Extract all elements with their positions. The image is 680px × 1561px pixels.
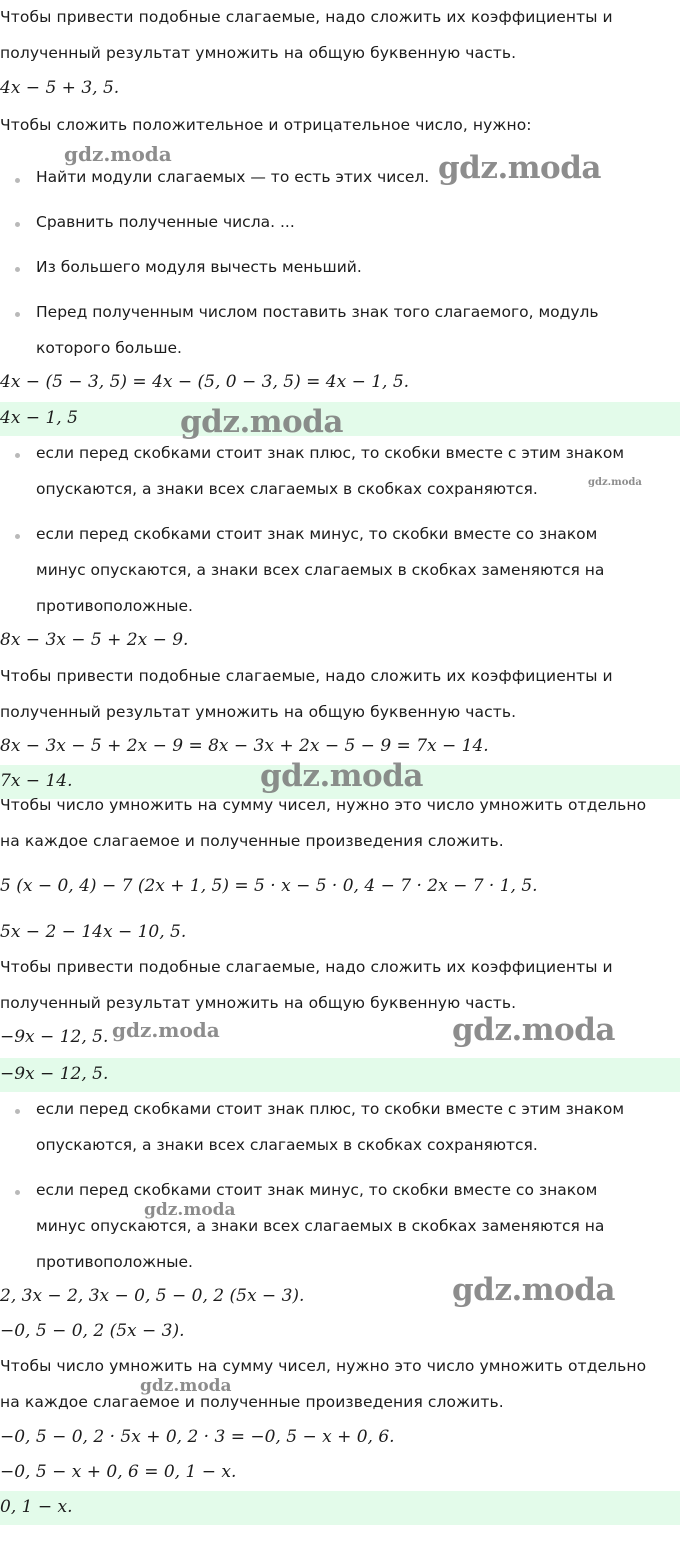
list-item: Из большего модуля вычесть меньший. bbox=[36, 258, 362, 276]
watermark-logo: gdz.moda bbox=[452, 1272, 615, 1308]
list-item: Сравнить полученные числа. ... bbox=[36, 213, 295, 231]
rule-text: если перед скобками стоит знак минус, то скобки вместе со знаком bbox=[36, 1181, 598, 1199]
watermark-logo: gdz.moda bbox=[64, 142, 172, 166]
watermark-logo: gdz.moda bbox=[140, 1376, 232, 1396]
math-expression: −0, 5 − x + 0, 6 = 0, 1 − x. bbox=[0, 1462, 237, 1482]
explanation-text: Чтобы сложить положительное и отрицательное число, нужно: bbox=[0, 116, 532, 134]
watermark-logo: gdz.moda bbox=[144, 1200, 236, 1220]
rule-text: минус опускаются, а знаки всех слагаемых в скобках заменяются на bbox=[36, 1217, 605, 1235]
explanation-text: полученный результат умножить на общую буквенную часть. bbox=[0, 44, 517, 62]
math-expression: 2, 3x − 2, 3x − 0, 5 − 0, 2 (5x − 3). bbox=[0, 1286, 305, 1306]
rule-text: минус опускаются, а знаки всех слагаемых в скобках заменяются на bbox=[36, 561, 605, 579]
rule-text: противоположные. bbox=[36, 597, 193, 615]
bullet-dot bbox=[15, 534, 20, 539]
explanation-text: на каждое слагаемое и полученные произведения сложить. bbox=[0, 1393, 504, 1411]
watermark-logo: gdz.moda bbox=[260, 758, 423, 794]
rule-text: опускаются, а знаки всех слагаемых в скобках сохраняются. bbox=[36, 480, 538, 498]
bullet-dot bbox=[15, 1109, 20, 1114]
watermark-logo: gdz.moda bbox=[180, 404, 343, 440]
answer-expression: 7x − 14. bbox=[0, 771, 73, 791]
rule-text: опускаются, а знаки всех слагаемых в скобках сохраняются. bbox=[36, 1136, 538, 1154]
explanation-text: на каждое слагаемое и полученные произведения сложить. bbox=[0, 832, 504, 850]
explanation-text: Чтобы привести подобные слагаемые, надо сложить их коэффициенты и bbox=[0, 667, 613, 685]
math-expression: 4x − 5 + 3, 5. bbox=[0, 78, 120, 98]
answer-expression: 4x − 1, 5 bbox=[0, 408, 78, 428]
math-expression: −0, 5 − 0, 2 · 5x + 0, 2 · 3 = −0, 5 − x + 0, 6. bbox=[0, 1427, 395, 1447]
math-expression: 5 (x − 0, 4) − 7 (2x + 1, 5) = 5 · x − 5 · 0, 4 − 7 · 2x − 7 · 1, 5. bbox=[0, 876, 538, 896]
explanation-text: Чтобы привести подобные слагаемые, надо сложить их коэффициенты и bbox=[0, 958, 613, 976]
list-item: Найти модули слагаемых — то есть этих чисел. bbox=[36, 168, 430, 186]
math-expression: 5x − 2 − 14x − 10, 5. bbox=[0, 922, 187, 942]
explanation-text: Чтобы привести подобные слагаемые, надо сложить их коэффициенты и bbox=[0, 8, 613, 26]
rule-text: если перед скобками стоит знак минус, то скобки вместе со знаком bbox=[36, 525, 598, 543]
math-expression: 8x − 3x − 5 + 2x − 9. bbox=[0, 630, 189, 650]
explanation-text: полученный результат умножить на общую буквенную часть. bbox=[0, 703, 517, 721]
rule-text: если перед скобками стоит знак плюс, то скобки вместе с этим знаком bbox=[36, 1100, 625, 1118]
math-expression: −0, 5 − 0, 2 (5x − 3). bbox=[0, 1321, 185, 1341]
explanation-text: Чтобы число умножить на сумму чисел, нужно это число умножить отдельно bbox=[0, 1357, 647, 1375]
math-expression: 4x − (5 − 3, 5) = 4x − (5, 0 − 3, 5) = 4x − 1, 5. bbox=[0, 372, 410, 392]
bullet-dot bbox=[15, 312, 20, 317]
answer-expression: 0, 1 − x. bbox=[0, 1497, 73, 1517]
explanation-text: полученный результат умножить на общую буквенную часть. bbox=[0, 994, 517, 1012]
bullet-dot bbox=[15, 1190, 20, 1195]
bullet-dot bbox=[15, 453, 20, 458]
explanation-text: Чтобы число умножить на сумму чисел, нужно это число умножить отдельно bbox=[0, 796, 647, 814]
bullet-dot bbox=[15, 178, 20, 183]
watermark-logo: gdz.moda bbox=[588, 477, 642, 488]
watermark-logo: gdz.moda bbox=[452, 1012, 615, 1048]
answer-expression: −9x − 12, 5. bbox=[0, 1064, 109, 1084]
answer-highlight-4 bbox=[0, 1491, 680, 1525]
bullet-dot bbox=[15, 267, 20, 272]
list-item: Перед полученным числом поставить знак того слагаемого, модуль bbox=[36, 303, 599, 321]
math-expression: 8x − 3x − 5 + 2x − 9 = 8x − 3x + 2x − 5 − 9 = 7x − 14. bbox=[0, 736, 489, 756]
watermark-logo: gdz.moda bbox=[112, 1018, 220, 1042]
list-item-continuation: которого больше. bbox=[36, 339, 182, 357]
bullet-dot bbox=[15, 222, 20, 227]
rule-text: противоположные. bbox=[36, 1253, 193, 1271]
watermark-logo: gdz.moda bbox=[438, 150, 601, 186]
math-expression: −9x − 12, 5. bbox=[0, 1027, 109, 1047]
rule-text: если перед скобками стоит знак плюс, то скобки вместе с этим знаком bbox=[36, 444, 625, 462]
